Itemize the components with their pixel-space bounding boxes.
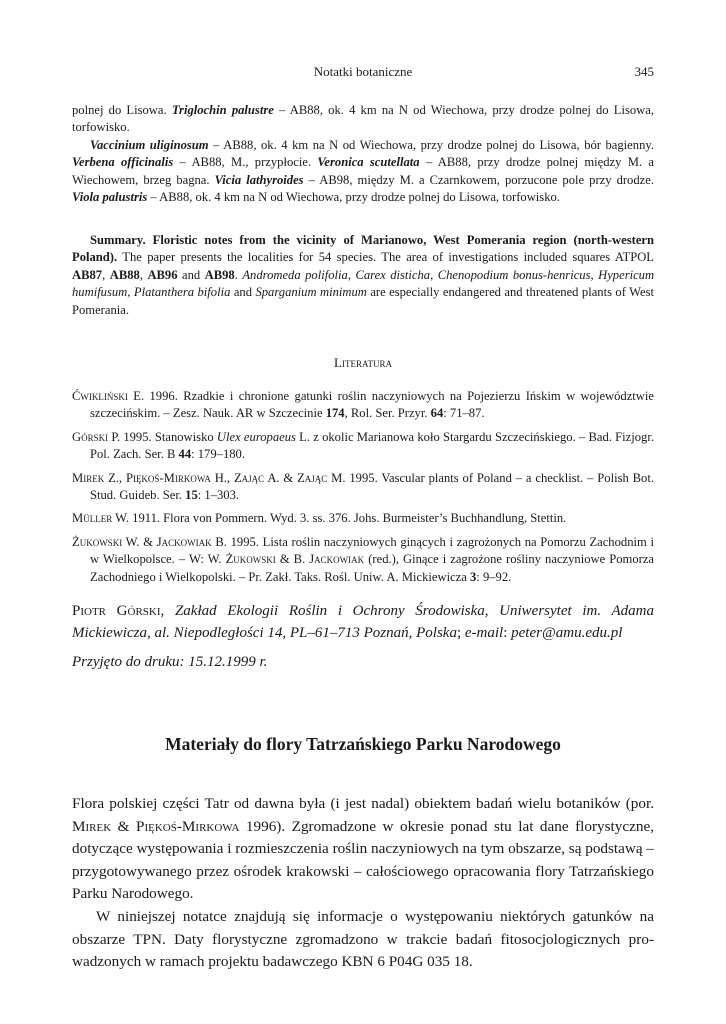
text-run: ,	[430, 267, 438, 282]
text-run: AB98	[204, 267, 235, 282]
species-paragraph	[72, 102, 654, 137]
page-number: 345	[634, 64, 654, 79]
text-run: : 9–92.	[476, 569, 512, 584]
text-run: 3	[470, 569, 477, 584]
text-run: polnej do Lisowa.	[72, 103, 172, 117]
reference-item	[72, 534, 654, 586]
text-run: Vaccinium uliginosum	[90, 137, 209, 152]
text-run: Platanthera bifolia	[133, 285, 231, 300]
text-run: – AB88, ok. 4 km na N od Wiechowa, przy drodze polnej do Lisowa, torfowisko.	[147, 190, 560, 205]
text-run: Mirek	[72, 470, 105, 485]
text-run: 64	[430, 406, 444, 421]
reference-list	[72, 388, 654, 592]
reference-item	[72, 510, 654, 527]
text-run: : 1–303.	[197, 488, 240, 503]
text-run: Piękoś-Mirkowa	[136, 817, 240, 835]
summary-paragraph	[72, 232, 654, 319]
text-run: AB96	[147, 267, 178, 282]
text-run: &	[111, 817, 137, 835]
reference-item	[72, 429, 654, 464]
species-paragraph	[72, 137, 654, 207]
text-run: Summary. Floristic notes from the vicinity of Marianowo, West Pomerania region (north-western Poland).	[72, 233, 654, 265]
text-run: Piękoś-Mirkowa	[125, 470, 211, 485]
text-run: Triglochin palustre	[171, 103, 274, 117]
text-run: H.,	[210, 470, 234, 485]
text-run: & B.	[275, 552, 310, 567]
text-run: Müller	[72, 511, 113, 526]
text-run: Vicia lathyroides	[214, 172, 304, 187]
text-run: ,	[160, 603, 175, 619]
text-run: Zając	[233, 470, 265, 485]
text-run: Jackowiak	[156, 534, 212, 549]
text-run: and	[177, 267, 205, 282]
text-run: M. 1995. Vascular plants of Poland – a checklist. – Polish Bot. Stud. Guideb. Ser.	[90, 470, 654, 503]
text-run: Flora polskiej części Tatr od dawna była (i jest nadal) obiektem badań wielu botaników (por.	[72, 795, 654, 812]
text-run: E. 1996. Rzadkie i chronione gatunki roślin naczyniowych na Pojezierzu Ińskim w województwie szczecińskim. – Zesz. Nauk. AR w Szczecinie	[90, 389, 654, 421]
text-run: The paper presents the localities for 54 species. The area of investigations included squares ATPOL	[117, 250, 654, 265]
journal-title: Notatki botaniczne	[313, 64, 413, 79]
text-run: – AB98, między M. a Czarnkowem, porzucone pole przy drodze.	[303, 172, 654, 187]
body-paragraph	[72, 906, 654, 974]
text-run: Andromeda polifolia	[242, 267, 348, 282]
text-run: ,	[347, 267, 356, 282]
text-run: : 71–87.	[443, 406, 485, 421]
author-affiliation	[72, 600, 654, 644]
text-run: W niniejszej notatce znajdują się informacje o występowaniu niektórych gatunków na obszarze TPN. Daty florystyczne zgromadzono w trakcie badań fitosocjologicznych prowadzonych w ramach projektu badawczego KBN 6 P04G 035 18.	[72, 907, 654, 971]
text-run: ,	[590, 267, 599, 282]
reference-item	[72, 388, 654, 423]
text-run: e-mail	[464, 625, 504, 641]
text-run: Ćwikliński	[72, 389, 128, 403]
text-run: B. 1995. Lista roślin naczyniowych ginących i zagrożonych na Pomorzu Zachodnim i w Wielkopolsce. – W: W.	[90, 534, 654, 567]
reference-item	[72, 470, 654, 505]
text-run: Żukowski	[72, 534, 123, 549]
text-run: W. &	[122, 534, 157, 549]
text-run: – AB88, przy drodze polnej między M. a Wiechowem, brzeg bagna.	[72, 155, 654, 187]
text-run: peter@amu.edu.pl	[511, 625, 623, 641]
text-run: (red.), Ginące i zagrożone rośliny naczyniowe Pomorza Zachodniego i Wielkopolski. – Pr. Zakł. Taks. Rośl. Uniw. A. Mickiewicza	[90, 552, 654, 584]
text-run: 1996). Zgromadzone w okresie ponad stu lat dane florystyczne, dotyczące występowania i rozmieszczenia roślin naczyniowych na tym obszarze, są podstawą – przygotowywanego przez ośrodek krakowski – całościowego opracowania flory Tatrzańskiego Parku Narodowego.	[72, 817, 654, 903]
text-run: Sparganium minimum	[255, 285, 367, 300]
text-run: – AB88, M., przypłocie.	[173, 155, 318, 170]
text-run: Chenopodium bonus-henricus	[437, 267, 591, 282]
text-run: 174	[325, 406, 345, 421]
text-run: Carex disticha	[355, 267, 431, 282]
text-run: Z.,	[104, 470, 126, 485]
text-run: Hypericum humifusum	[72, 267, 655, 300]
text-run: W. 1911. Flora von Pommern. Wyd. 3. ss. 376. Johs. Burmeister’s Buchhandlung, Stettin.	[112, 511, 567, 526]
text-run: AB88	[109, 267, 140, 282]
text-run: are especially endangered and threatened plants of West Pomerania.	[72, 285, 654, 317]
literature-heading: Literatura	[334, 355, 392, 370]
text-run: P. 1995. Stanowisko	[108, 429, 217, 444]
text-run: ,	[127, 285, 134, 300]
text-run: ;	[456, 625, 465, 641]
body-paragraph	[72, 793, 654, 906]
text-run: – AB88, ok. 4 km na N od Wiechowa, przy drodze polnej do Lisowa, torfowisko.	[72, 103, 654, 135]
text-run: Górski	[72, 429, 109, 444]
text-run: – AB88, ok. 4 km na N od Wiechowa, przy drodze polnej do Lisowa, bór bagienny.	[208, 137, 654, 152]
text-run: and	[230, 285, 256, 300]
text-run: AB87	[72, 267, 103, 282]
text-run: Ulex europaeus	[216, 429, 296, 444]
text-run: Viola palustris	[72, 190, 148, 205]
text-run: ,	[102, 267, 110, 282]
accepted-date: Przyjęto do druku: 15.12.1999 r.	[72, 654, 268, 670]
text-run: Żukowski	[225, 552, 276, 567]
text-run: Mirek	[72, 817, 112, 835]
text-run: Verbena officinalis	[72, 155, 174, 170]
text-run: : 179–180.	[191, 447, 245, 462]
text-run: 44	[178, 447, 192, 462]
text-run: ,	[139, 267, 148, 282]
text-run: Zając	[297, 470, 328, 485]
text-run: .	[234, 267, 243, 282]
running-head	[72, 64, 654, 82]
article-body	[72, 793, 654, 974]
text-run: 15	[185, 488, 198, 503]
species-list-continuation	[72, 102, 654, 206]
text-run: Jackowiak	[309, 552, 365, 567]
text-run: :	[503, 625, 512, 641]
text-run: Piotr Górski	[72, 603, 161, 619]
text-run: Veronica scutellata	[317, 155, 420, 170]
text-run: L. z okolic Marianowa koło Stargardu Szczecińskiego. – Bad. Fizjogr. Pol. Zach. Ser. B	[90, 429, 654, 462]
text-run: A. &	[264, 470, 298, 485]
text-run: Zakład Ekologii Roślin i Ochrony Środowiska, Uniwersytet im. Adama Mickiewicza, al. Niepodległości 14, PL–61–713 Poznań, Polska	[72, 603, 655, 641]
summary	[72, 232, 654, 319]
text-run: , Rol. Ser. Przyr.	[344, 406, 431, 421]
article-title: Materiały do flory Tatrzańskiego Parku Narodowego	[165, 734, 561, 754]
